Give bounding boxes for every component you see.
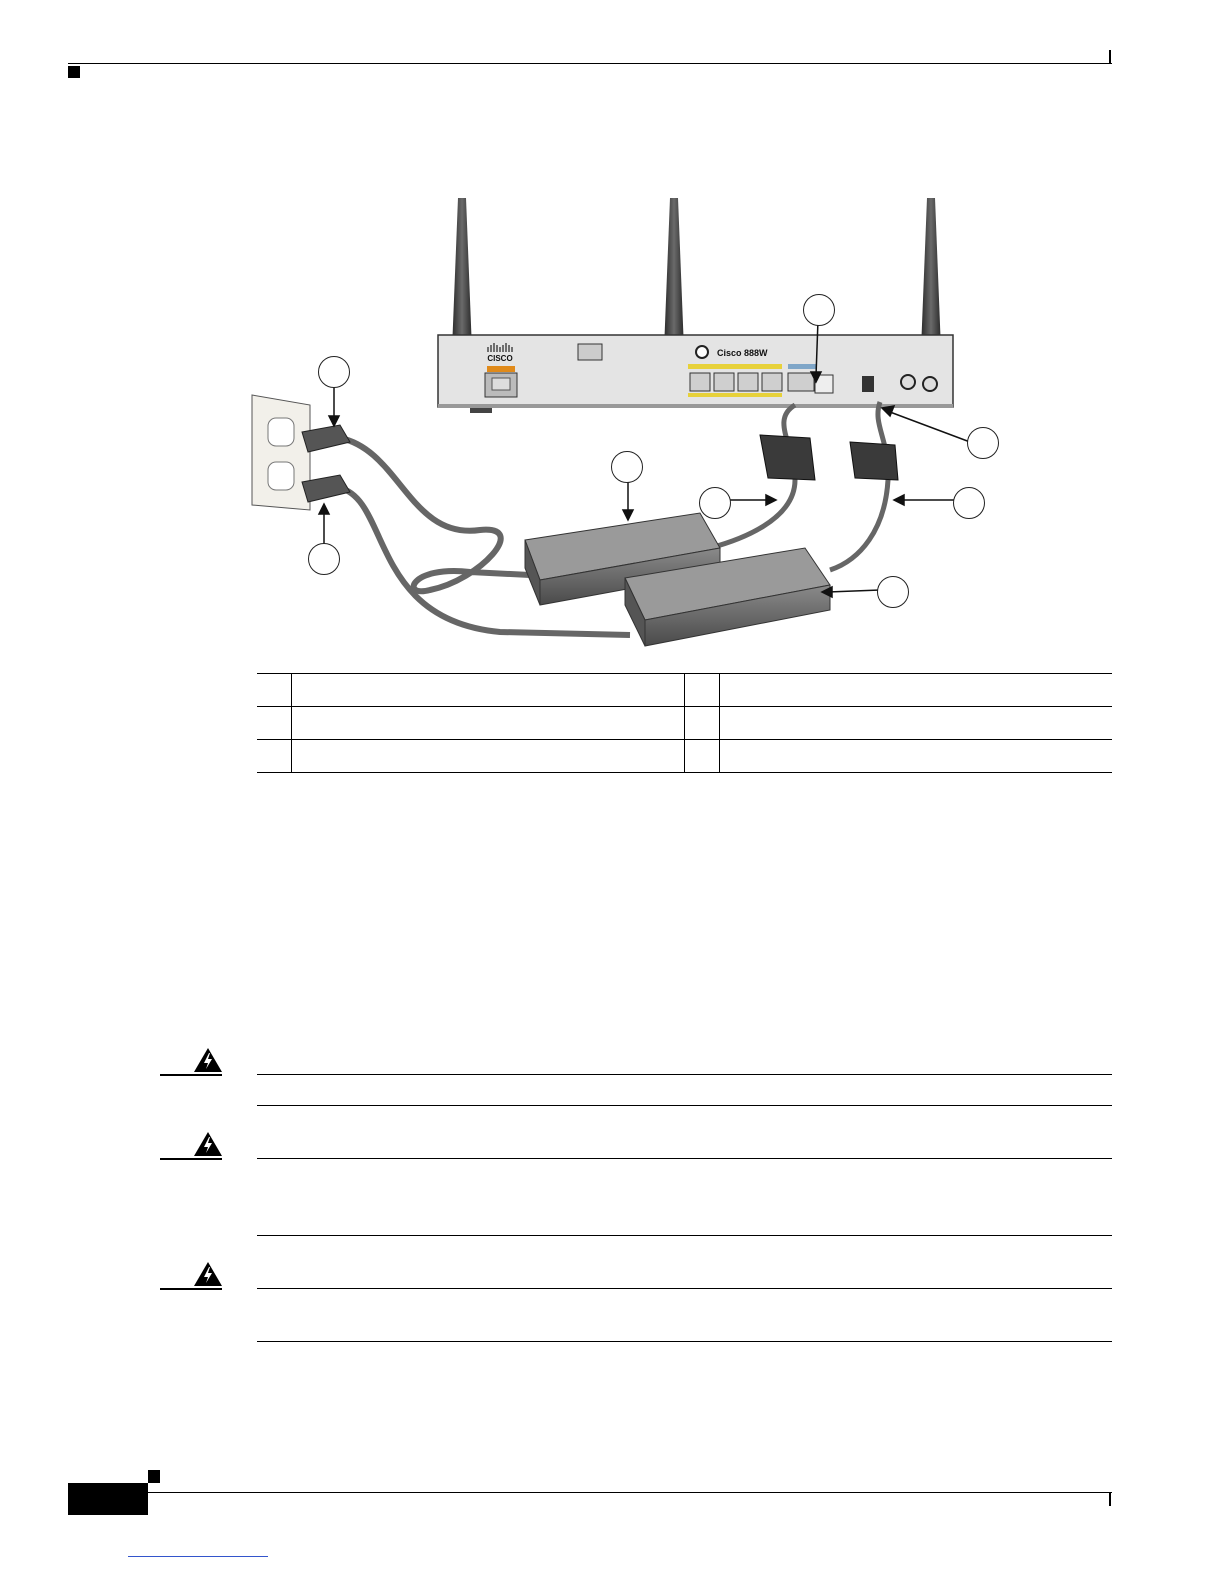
- legend-num: [257, 674, 292, 707]
- warning-icon: [193, 1261, 223, 1287]
- callout-8: [877, 576, 909, 608]
- header-block-mark: [68, 66, 80, 78]
- callout-2: [308, 543, 340, 575]
- warning-rule: [257, 1288, 1112, 1289]
- footer-block-mark: [148, 1470, 160, 1483]
- legend-num: [685, 740, 720, 773]
- callout-7: [953, 487, 985, 519]
- header-rule: [68, 63, 1112, 64]
- warning-icon: [193, 1131, 223, 1157]
- footer-link-underline[interactable]: [128, 1556, 268, 1557]
- warning-end-rule: [257, 1105, 1112, 1106]
- callout-6: [967, 427, 999, 459]
- footer-page-tab: [68, 1483, 148, 1515]
- warning-rule-short: [160, 1074, 222, 1076]
- legend-text: [720, 674, 1113, 707]
- legend-num: [685, 674, 720, 707]
- table-row: [257, 674, 1112, 707]
- warning-end-rule: [257, 1341, 1112, 1342]
- warning-icon: [193, 1047, 223, 1073]
- svg-text:CISCO: CISCO: [487, 354, 513, 363]
- figure-legend-table: [257, 673, 1112, 773]
- callout-3: [611, 451, 643, 483]
- header-end-mark: [1109, 50, 1111, 63]
- warning-rule: [257, 1158, 1112, 1159]
- table-row: [257, 740, 1112, 773]
- legend-num: [257, 707, 292, 740]
- warning-rule: [257, 1074, 1112, 1075]
- legend-text: [720, 707, 1113, 740]
- callout-5: [803, 294, 835, 326]
- legend-num: [685, 707, 720, 740]
- warning-end-rule: [257, 1235, 1112, 1236]
- legend-text: [292, 740, 685, 773]
- callout-4: [699, 487, 731, 519]
- legend-num: [257, 740, 292, 773]
- callout-1: [318, 356, 350, 388]
- legend-text: [292, 674, 685, 707]
- footer-end-mark: [1109, 1493, 1111, 1506]
- legend-text: [720, 740, 1113, 773]
- svg-text:Cisco 888W: Cisco 888W: [717, 348, 768, 358]
- warning-rule-short: [160, 1158, 222, 1160]
- warning-rule-short: [160, 1288, 222, 1290]
- table-row: [257, 707, 1112, 740]
- wall-outlet: [252, 395, 310, 510]
- footer-rule: [148, 1492, 1112, 1493]
- legend-text: [292, 707, 685, 740]
